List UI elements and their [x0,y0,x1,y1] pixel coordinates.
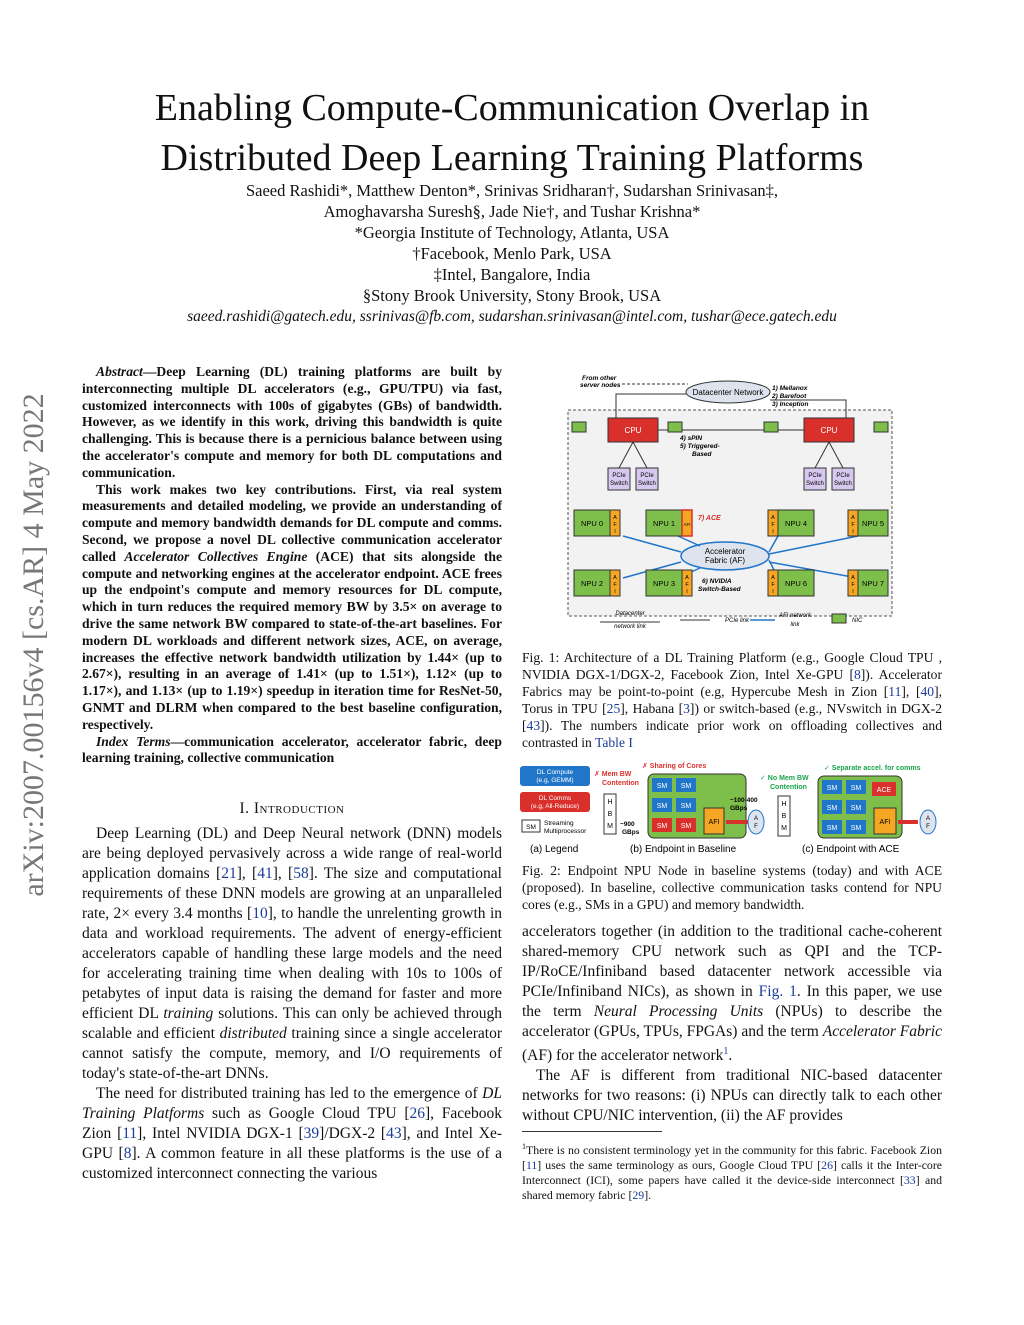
svg-text:F: F [685,582,689,588]
svg-text:SM: SM [656,803,668,810]
prior-work-2: 2) Barefoot [772,393,807,400]
svg-text:A: A [753,816,759,822]
cite-link[interactable]: 11 [888,684,902,699]
server-nodes-label: server nodes [580,382,621,389]
prior-work-4: 4) sPIN [680,435,703,442]
cite-link[interactable]: 39 [303,1125,320,1142]
cite-link[interactable]: 8 [853,667,861,682]
svg-text:Switch: Switch [834,481,852,487]
intro-p1: Deep Learning (DL) and Deep Neural network (DNN) models are being deployed pervasively across a wide range of real-world application domains [21], [41], [58]. The size and computational requirements of these DNN models are growing at an unparalleled rate, 2× every 3.4 months [10], to handle the unrelenting growth in data and workload requirements. The advent of energy-efficient accelerators capable of handling these large models and the need for accelerating training time when dealing with 10s to 100s of petabytes of input data is raising the demand for faster and more efficient DL training solutions. This can only be achieved through scalable and efficient distributed training since a single accelerator cannot satisfy the compute, memory, and I/O requirements of today's state-of-the-art DNNs. [82,825,503,1082]
svg-text:~100-400: ~100-400 [730,797,758,804]
svg-text:Switch: Switch [610,481,628,487]
right-p2: The AF is different from traditional NIC-based datacenter networks for two reasons: (i) NPUs can directly talk to each other without CPU/NIC intervention, (ii) the AF provides [522,1067,942,1125]
svg-text:M: M [781,825,787,832]
svg-text:PCIe: PCIe [640,473,654,479]
svg-text:I: I [852,529,854,535]
prior-work-1: 1) Mellanox [772,385,808,392]
svg-text:NIC: NIC [852,618,863,624]
cite-link[interactable]: 33 [903,1172,916,1187]
svg-text:NPU 4: NPU 4 [784,519,808,528]
prior-work-3: 3) Inception [772,401,809,408]
svg-text:F: F [926,824,930,830]
svg-text:I: I [772,589,774,595]
cite-link[interactable]: 25 [606,701,621,716]
affiliation-2: †Facebook, Menlo Park, USA [412,244,612,263]
svg-text:A: A [771,575,775,581]
affiliation-1: *Georgia Institute of Technology, Atlanta, USA [354,223,670,242]
intro-p2: The need for distributed training has led to the emergence of DL Training Platforms such as Google Cloud TPU [26], Facebook Zion [11], Intel NVIDIA DGX-1 [39]/DGX-2 [43], and Intel Xe-GPU [8]. A common feature in all these platforms is the use of a customized interconnect connecting the various [82,1085,503,1182]
svg-text:link: link [790,622,800,628]
svg-text:PCIe: PCIe [836,473,850,479]
cite-link[interactable]: 40 [920,684,935,699]
footnote-1: $^1$There is no consistent terminology yet in the community for this fabric. Facebook Zion [11] uses the same terminology as ours, Google Cloud TPU [26] calls it the Inter-core Interconnect (ICI), some papers have called it the device-side interconnect [33] and shared memory fabric [29]. [522,1142,942,1202]
arxiv-id: arXiv:2007.00156v4 [cs.AR] 4 May 2022 [17,393,50,897]
svg-text:M: M [607,823,613,830]
svg-text:CPU: CPU [624,426,642,435]
svg-text:AFI: AFI [708,819,720,826]
sub-a-label: (a) Legend [530,844,579,855]
svg-text:GBps: GBps [730,805,748,812]
sub-c-label: (c) Endpoint with ACE [802,844,900,855]
index-terms: Index Terms—communication accelerator, accelerator fabric, deep learning training, collective communication [82,733,502,766]
cite-link[interactable]: 11 [525,1157,538,1172]
svg-text:A: A [925,816,931,822]
svg-text:H: H [781,801,787,808]
cite-link[interactable]: 26 [821,1157,833,1172]
svg-text:network link: network link [614,624,646,630]
svg-text:PCIe: PCIe [612,473,626,479]
prior-work-6a: 6) NVIDIA [702,578,732,585]
svg-text:NPU 1: NPU 1 [652,519,676,528]
svg-text:SM: SM [826,785,838,792]
figure-2-caption: Fig. 2: Endpoint NPU Node in baseline systems (today) and with ACE (proposed). In baseline, collective communication tasks contend for NPU cores (e.g., SMs in a GPU) and memory bandwidth. [522,863,942,912]
svg-text:GBps: GBps [622,829,640,836]
abstract-p1: Abstract—Deep Learning (DL) training platforms are built by interconnecting multiple DL accelerators (e.g., GPU/TPU) via fast, customized interconnects with 100s of gigabytes (GBs) of bandwidth. However, as we identify in this work, driving this bandwidth is quite challenging. This is because there is a pernicious balance between using the accelerator's compute and memory for both DL computations and communication. [82,364,502,480]
svg-text:SM: SM [850,785,862,792]
nic-icon [572,422,586,432]
svg-text:SM: SM [680,783,692,790]
svg-text:A: A [851,575,855,581]
prior-work-5a: 5) Triggered- [680,443,720,450]
cite-link[interactable]: 8 [123,1145,132,1162]
svg-text:AFI: AFI [683,522,691,527]
svg-text:AFI network: AFI network [778,613,812,619]
svg-text:ACE: ACE [876,787,892,794]
footnote-link[interactable]: 1 [723,1046,729,1057]
svg-text:SM: SM [826,805,838,812]
intro-body [82,824,502,1184]
svg-text:PCIe link: PCIe link [725,618,750,624]
svg-text:I: I [614,589,616,595]
svg-text:I: I [614,529,616,535]
authors-line-2: Amoghavarsha Suresh§, Jade Nie†, and Tushar Krishna* [323,202,701,221]
svg-text:(e.g, All-Reduce): (e.g, All-Reduce) [530,803,580,810]
svg-text:Datacenter: Datacenter [615,611,645,617]
svg-text:I: I [686,589,688,595]
abstract [82,364,502,767]
svg-text:✗ Sharing of Cores: ✗ Sharing of Cores [642,763,707,770]
author-emails: saeed.rashidi@gatech.edu, ssrinivas@fb.com, sudarshan.srinivasan@intel.com, tushar@ece.gatech.edu [187,308,837,325]
svg-text:SM: SM [680,803,692,810]
cite-link[interactable]: 10 [252,905,268,922]
svg-text:PCIe: PCIe [808,473,822,479]
svg-text:SM: SM [526,824,536,831]
nic-icon [668,422,682,432]
arxiv-sidebar [14,360,54,930]
svg-text:I: I [772,529,774,535]
cite-link[interactable]: 29 [632,1187,645,1202]
svg-text:SM: SM [826,825,838,832]
svg-text:F: F [771,522,775,528]
svg-text:NPU 0: NPU 0 [580,519,604,528]
right-body [522,922,942,1126]
cite-link[interactable]: 41 [257,865,273,882]
figure-link[interactable]: Fig. 1 [758,983,797,1000]
af-cloud-ace [920,810,936,834]
nic-legend-icon [832,614,846,623]
cite-link[interactable]: 43 [526,718,541,733]
svg-text:F: F [613,582,617,588]
svg-text:I: I [852,589,854,595]
dc-network-label: Datacenter Network [692,388,764,397]
svg-text:Switch: Switch [638,481,656,487]
svg-text:CPU: CPU [820,426,838,435]
svg-text:Multiprocessor: Multiprocessor [544,828,587,835]
svg-text:NPU 7: NPU 7 [861,579,885,588]
title-line-1: Enabling Compute-Communication Overlap in [154,87,870,129]
cite-link[interactable]: 58 [293,865,309,882]
svg-text:✓ No Mem BW: ✓ No Mem BW [760,775,809,782]
svg-text:✗ Mem BW: ✗ Mem BW [594,771,632,778]
svg-text:NPU 6: NPU 6 [784,579,808,588]
figure-2-endpoint [520,760,944,858]
svg-text:~900: ~900 [620,821,635,828]
sub-b-label: (b) Endpoint in Baseline [630,844,737,855]
svg-text:✓ Separate accel. for comms: ✓ Separate accel. for comms [824,765,921,772]
from-other-label: From other [582,375,617,382]
paper-title [0,83,1024,183]
svg-text:Accelerator: Accelerator [704,547,746,556]
svg-text:F: F [613,522,617,528]
svg-text:H: H [607,799,613,806]
abstract-label: Abstract [96,364,143,379]
cite-link[interactable]: 3 [683,701,690,716]
svg-text:AFI: AFI [879,819,891,826]
svg-text:A: A [613,575,617,581]
svg-text:B: B [607,811,613,818]
svg-text:SM: SM [850,825,862,832]
svg-text:A: A [771,515,775,521]
svg-text:Switch: Switch [806,481,824,487]
svg-text:A: A [851,515,855,521]
nic-icon [874,422,888,432]
authors-line-1: Saeed Rashidi*, Matthew Denton*, Srinivas Sridharan†, Sudarshan Srinivasan‡, [245,181,779,200]
abstract-p2: This work makes two key contributions. First, via real system measurements and detailed modeling, we provide an understanding of compute and memory bandwidth demands for DL compute and comms. Second, we propose a novel DL collective communication accelerator called Accelerator Collectives Engine (ACE) that sits alongside the compute and networking engines at the accelerator endpoint. ACE frees up the endpoint's compute and memory resources for DL compute, which in turn reduces the required memory BW by 3.5× on average to drive the same network BW compared to state-of-the-art baselines. For modern DL workloads and different network sizes, ACE, on average, increases the effective network bandwidth utilization by 1.44× (up to 2.67×), resulting in an average of 1.41× (up to 1.51×), 1.12× (up to 1.17×), and 1.13× (up to 1.19×) speedup in iteration time for ResNet-50, GNMT and DLRM when compared to the best baseline configuration, respectively. [82,481,502,732]
section-heading-intro: I. Introduction [239,800,345,817]
svg-text:F: F [851,522,855,528]
svg-text:F: F [851,582,855,588]
nic-icon [764,422,778,432]
svg-text:Contention: Contention [770,784,807,791]
cite-link[interactable]: 43 [386,1125,402,1142]
svg-text:F: F [754,824,758,830]
svg-text:NPU 2: NPU 2 [580,579,604,588]
footnote-rule [522,1131,662,1132]
cite-link[interactable]: 21 [221,865,237,882]
svg-text:B: B [781,813,787,820]
table-link[interactable]: Table I [595,735,633,750]
cite-link[interactable]: 11 [122,1125,138,1142]
svg-text:DL Comms: DL Comms [538,795,572,802]
prior-work-7: 7) ACE [698,515,721,522]
right-p1: accelerators together (in addition to the traditional cache-coherent shared-memory CPU network such as QPI and the TCP-IP/RoCE/Infiniband based datacenter network accessible via PCIe/Infiniband NICs), as shown in Fig. 1. In this paper, we use the term Neural Processing Units (NPUs) to describe the accelerator (GPUs, TPUs, FPGAs) and the term Accelerator Fabric (AF) for the accelerator network$^1$. [522,923,943,1065]
svg-text:NPU 3: NPU 3 [652,579,676,588]
svg-text:(e.g, GEMM): (e.g, GEMM) [536,777,574,784]
svg-text:SM: SM [680,823,692,830]
affiliation-3: ‡Intel, Bangalore, India [433,265,591,284]
svg-text:A: A [685,575,689,581]
figure-1-caption: Fig. 1: Architecture of a DL Training Platform (e.g., Google Cloud TPU , NVIDIA DGX-1/DGX-2, Facebook Zion, Intel Xe-GPU [8]). Accelerator Fabrics may be point-to-point (e.g, Hypercube Mesh in Zion [11], [40], Torus in TPU [25], Habana [3]) or switch-based (e.g., NVswitch in DGX-2 [43]). The numbers indicate prior work on offloading collectives and contrasted in Table I [522,650,943,750]
affiliation-4: §Stony Brook University, Stony Brook, USA [362,286,662,305]
title-line-2: Distributed Deep Learning Training Platforms [160,137,864,179]
svg-text:SM: SM [656,823,668,830]
svg-text:SM: SM [656,783,668,790]
svg-text:Fabric (AF): Fabric (AF) [705,556,745,565]
prior-work-6b: Switch-Based [698,586,741,593]
svg-text:NPU 5: NPU 5 [861,519,885,528]
figure-1-architecture [560,370,900,630]
svg-text:SM: SM [850,805,862,812]
prior-work-5b: Based [692,451,712,458]
svg-text:Contention: Contention [602,780,639,787]
svg-text:F: F [771,582,775,588]
af-cloud-baseline [748,810,764,834]
cite-link[interactable]: 26 [409,1105,425,1122]
svg-text:Streaming: Streaming [544,820,574,827]
svg-text:DL Compute: DL Compute [536,769,574,776]
svg-text:A: A [613,515,617,521]
